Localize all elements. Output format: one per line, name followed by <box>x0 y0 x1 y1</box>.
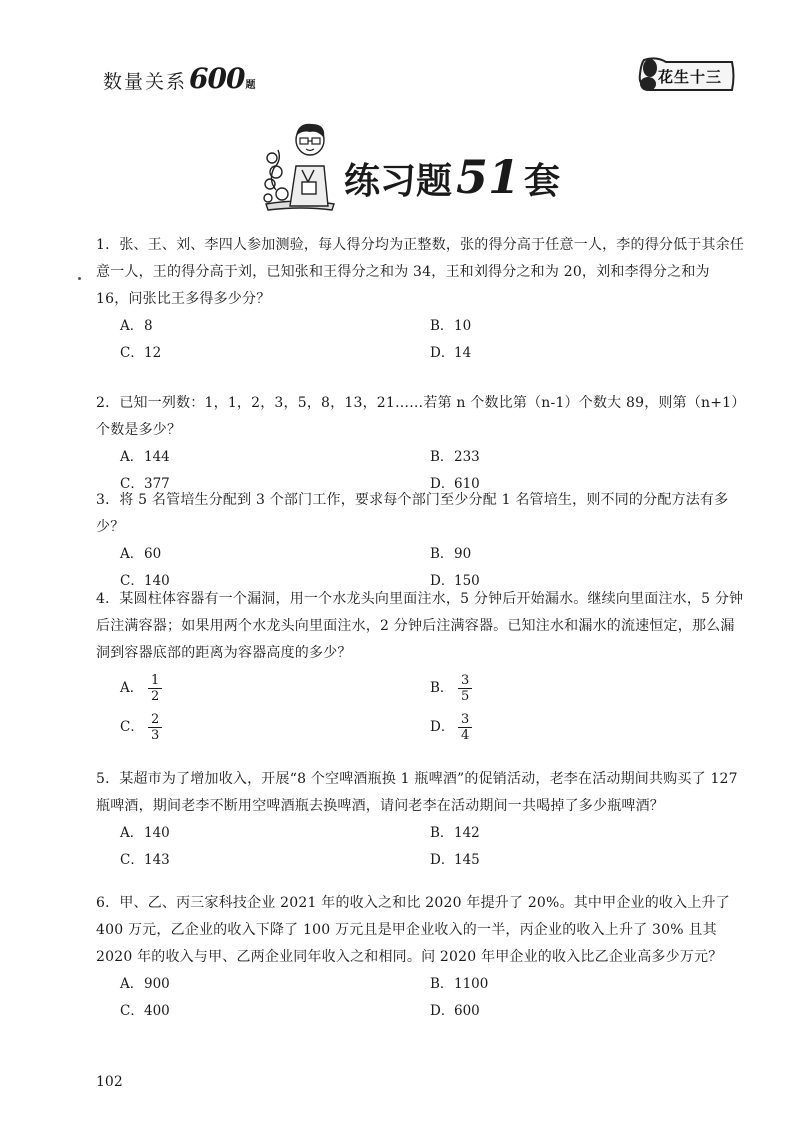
option-c[interactable]: C． 400 <box>120 1003 170 1019</box>
question-number: 5． <box>96 771 120 787</box>
options <box>120 673 746 743</box>
book-header <box>103 62 255 95</box>
fraction: $\frac{2}{3}$ <box>148 712 162 743</box>
question-6 <box>96 890 746 1023</box>
option-b[interactable]: B． 90 <box>430 546 472 562</box>
set-title <box>344 150 560 204</box>
option-a[interactable]: A． 144 <box>120 449 170 465</box>
option-b[interactable]: B． 142 <box>430 825 480 841</box>
question-5 <box>96 766 746 872</box>
question-number: 3． <box>96 492 120 508</box>
question-body: 甲、乙、丙三家科技企业 2021 年的收入之和比 2020 年提升了 20%。其中甲企业的收入上升了 400 万元，乙企业的收入下降了 100 万元且是甲企业收入的一半，丙企业的收入上升了 30% 且其 2020 年的收入与甲、乙两企业同年收入之和相同。问 2020 年甲企业的收入比乙企业高多少万元？ <box>96 895 730 965</box>
book-suffix: 题 <box>245 80 256 91</box>
teacher-mascot-icon <box>262 120 342 212</box>
option-c[interactable]: C． 377 <box>120 476 170 492</box>
brand-name: 花生十三 <box>658 68 723 86</box>
option-d[interactable]: D． $\frac{3}{4}$ <box>430 712 740 743</box>
question-body: 某圆柱体容器有一个漏洞，用一个水龙头向里面注水，5 分钟后开始漏水。继续向里面注水，5 分钟后注满容器；如果用两个水龙头向里面注水，2 分钟后注满容器。已知注水和漏水的流速恒定，那么漏洞到容器底部的距离为容器高度的多少？ <box>96 591 744 661</box>
options <box>120 822 746 872</box>
option-c[interactable]: C． 12 <box>120 345 162 361</box>
fraction: $\frac{1}{2}$ <box>148 673 162 704</box>
question-body: 已知一列数：1，1，2，3，5，8，13，21……若第 n 个数比第（n-1）个数大 89，则第（n+1）个数是多少？ <box>96 395 746 438</box>
question-text <box>96 487 746 541</box>
brand-logo <box>636 56 736 96</box>
option-b[interactable]: B． 233 <box>430 449 480 465</box>
fraction: $\frac{3}{4}$ <box>458 712 472 743</box>
option-a[interactable]: A． 140 <box>120 825 170 841</box>
question-2 <box>96 390 746 496</box>
option-d[interactable]: D． 600 <box>430 1003 480 1019</box>
question-number: 6． <box>96 895 120 911</box>
options <box>120 973 746 1023</box>
option-d[interactable]: D． 14 <box>430 345 472 361</box>
option-b[interactable]: B． $\frac{3}{5}$ <box>430 673 740 704</box>
option-d[interactable]: D． 145 <box>430 852 480 868</box>
question-4 <box>96 586 746 743</box>
question-text <box>96 586 746 667</box>
set-title-prefix: 练习题 <box>344 161 453 202</box>
question-text <box>96 890 746 971</box>
page-number: 102 <box>96 1074 123 1090</box>
question-number: 1． <box>96 237 120 253</box>
set-title-number: 51 <box>456 150 521 204</box>
option-c[interactable]: C． $\frac{2}{3}$ <box>120 712 430 743</box>
option-d[interactable]: D． 150 <box>430 573 480 589</box>
option-b[interactable]: B． 1100 <box>430 976 489 992</box>
option-a[interactable]: A． 60 <box>120 546 162 562</box>
question-text <box>96 232 746 313</box>
scan-speck <box>78 277 81 280</box>
option-a[interactable]: A． 8 <box>120 318 153 334</box>
option-d[interactable]: D． 610 <box>430 476 480 492</box>
question-1 <box>96 232 746 365</box>
question-number: 4． <box>96 591 120 607</box>
option-c[interactable]: C． 140 <box>120 573 170 589</box>
question-number: 2． <box>96 395 120 411</box>
question-3 <box>96 487 746 593</box>
question-body: 某超市为了增加收入，开展“8 个空啤酒瓶换 1 瓶啤酒”的促销活动，老李在活动期间共购买了 127 瓶啤酒，期间老李不断用空啤酒瓶去换啤酒，请问老李在活动期间一共喝掉了多少瓶啤酒？ <box>96 771 738 814</box>
question-body: 张、王、刘、李四人参加测验，每人得分均为正整数，张的得分高于任意一人，李的得分低于其余任意一人，王的得分高于刘，已知张和王得分之和为 34，王和刘得分之和为 20，刘和李得分之和为 16，问张比王多得多少分？ <box>96 237 745 307</box>
book-title: 数量关系 <box>103 71 188 93</box>
options <box>120 315 746 365</box>
set-title-suffix: 套 <box>524 161 561 202</box>
option-a[interactable]: A． 900 <box>120 976 170 992</box>
option-a[interactable]: A． $\frac{1}{2}$ <box>120 673 430 704</box>
fraction: $\frac{3}{5}$ <box>458 673 472 704</box>
question-text <box>96 766 746 820</box>
option-b[interactable]: B． 10 <box>430 318 472 334</box>
question-text <box>96 390 746 444</box>
book-number: 600 <box>189 62 245 95</box>
option-c[interactable]: C． 143 <box>120 852 170 868</box>
question-body: 将 5 名管培生分配到 3 个部门工作，要求每个部门至少分配 1 名管培生，则不同的分配方法有多少？ <box>96 492 729 535</box>
